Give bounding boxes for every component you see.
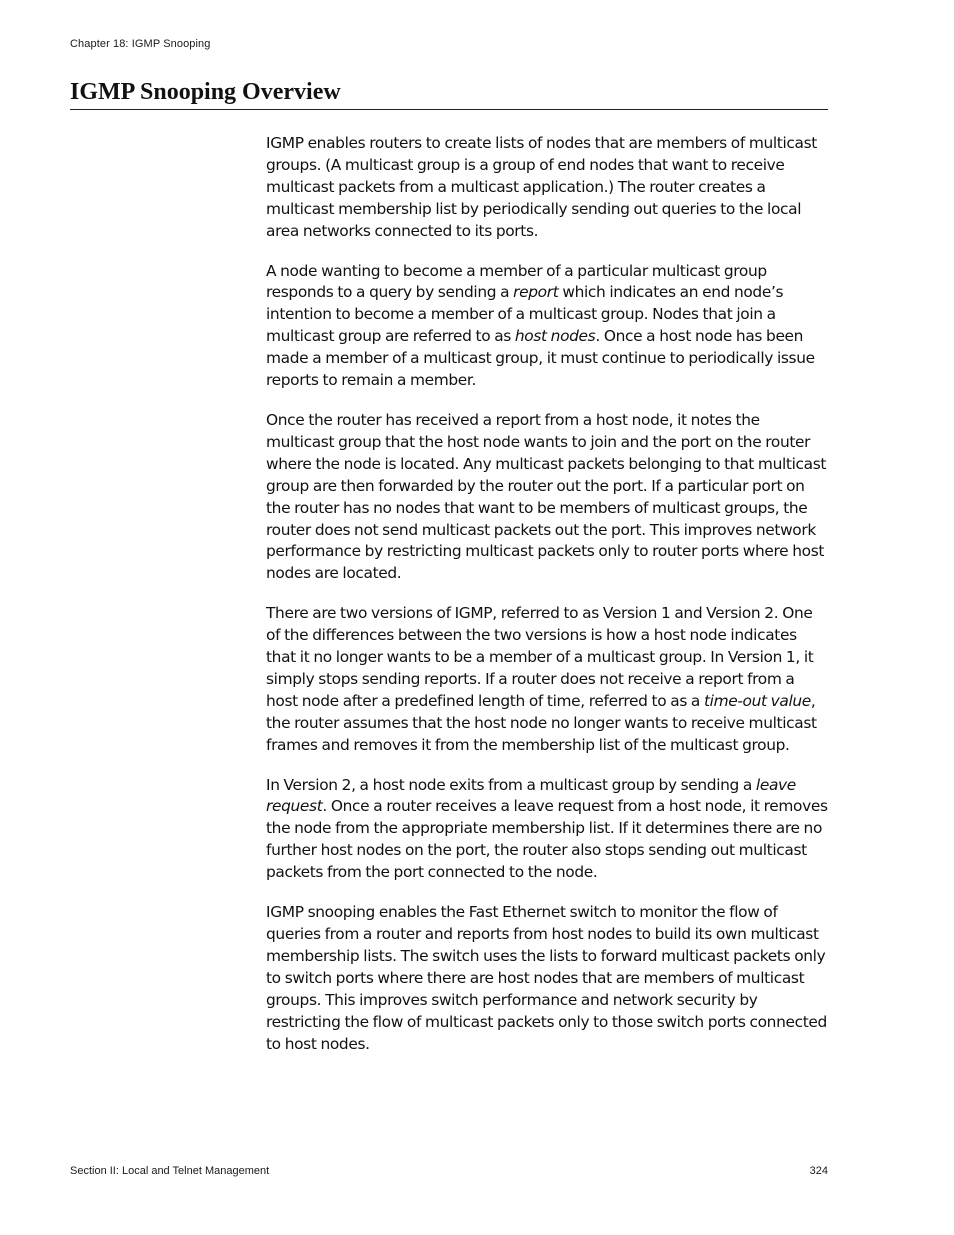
text-run: , the router assumes that the host node no longer wants to receive multicast frames and removes it from the membership list of the multicast group. [266, 691, 817, 754]
footer-section-label: Section II: Local and Telnet Management [70, 1165, 270, 1177]
paragraph [266, 133, 828, 243]
emphasized-term: time-out value [703, 691, 811, 710]
emphasized-term: report [513, 283, 559, 302]
text-run: There are two versions of IGMP, referred to as Version 1 and Version 2. One of the differences between the two versions is how a host node indicates that it no longer wants to be a member of a multicast group. In Version 1, it simply stops sending reports. If a router does not receive a report from a host node after a predefined length of time, referred to as a [266, 604, 814, 710]
paragraph [266, 902, 828, 1055]
text-run: In Version 2, a host node exits from a multicast group by sending a [266, 775, 756, 794]
title-divider [70, 109, 828, 110]
paragraph [266, 410, 828, 585]
paragraph [266, 603, 828, 756]
paragraph [266, 775, 828, 885]
page-title: IGMP Snooping Overview [70, 79, 341, 105]
text-run: . Once a host node has been made a member of a multicast group, it must continue to periodically issue reports to remain a member. [266, 327, 815, 390]
text-run: IGMP snooping enables the Fast Ethernet switch to monitor the flow of queries from a router and reports from host nodes to build its own multicast membership lists. The switch uses the lists to forward multicast packets only to switch ports where there are host nodes that are members of multicast groups. This improves switch performance and network security by restricting the flow of multicast packets only to those switch ports connected to host nodes. [266, 903, 827, 1053]
paragraph [266, 261, 828, 392]
body-text [266, 133, 828, 1073]
emphasized-term: leave request [266, 775, 796, 816]
text-run: A node wanting to become a member of a particular multicast group responds to a query by sending a [266, 261, 767, 302]
text-run: . Once a router receives a leave request from a host node, it removes the node from the appropriate membership list. If it determines there are no further host nodes on the port, the router also stops sending out multicast packets from the port connected to the node. [266, 797, 828, 882]
text-run: IGMP enables routers to create lists of nodes that are members of multicast groups. (A multicast group is a group of end nodes that want to receive multicast packets from a multicast application.) The router creates a multicast membership list by periodically sending out queries to the local area networks connected to its ports. [266, 134, 817, 240]
text-run: Once the router has received a report from a host node, it notes the multicast group that the host node wants to join and the port on the router where the node is located. Any multicast packets belonging to that multicast group are then forwarded by the router out the port. If a particular port on the router has no nodes that want to be members of multicast groups, the router does not send multicast packets out the port. This improves network performance by restricting multicast packets only to router ports where host nodes are located. [266, 410, 827, 583]
running-head: Chapter 18: IGMP Snooping [70, 38, 211, 50]
emphasized-term: host nodes [514, 327, 596, 346]
text-run: which indicates an end node’s intention to become a member of a multicast group. Nodes that join a multicast group are referred to as [266, 283, 784, 346]
page-number: 324 [809, 1165, 828, 1177]
